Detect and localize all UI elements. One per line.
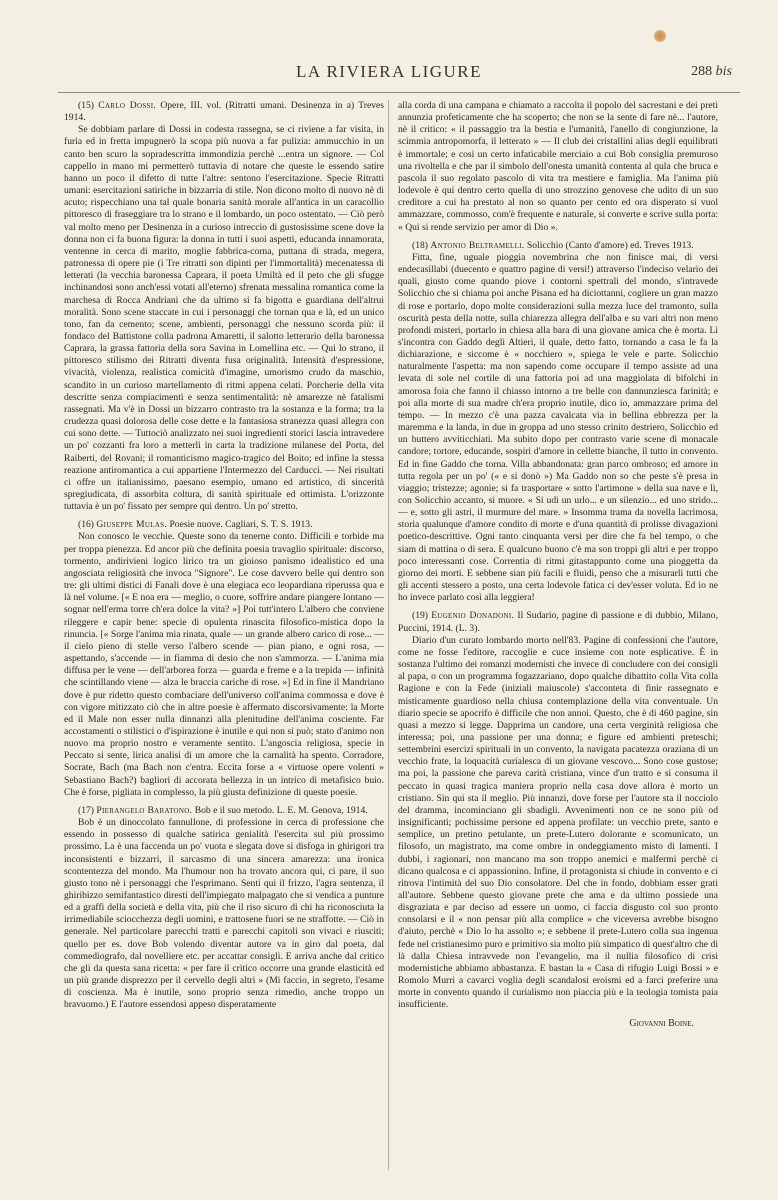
entry-heading bbox=[64, 519, 384, 531]
entry-heading bbox=[64, 805, 384, 817]
header-rule bbox=[58, 92, 740, 93]
entry-title: Opere, III. vol. (Ritratti umani. Desinenza in a) Treves 1914. bbox=[64, 100, 384, 124]
entry-body: Diario d'un curato lombardo morto nell'83. Pagine di confessioni che l'autore, come ne fosse l'editore, raccoglie e cuce insieme con note esplicative. È in sostanza l'ultimo dei romanzi modernisti che invece di concludere con dei consigli al papa, o con un programma fogazzariano, dopo qualche dibattito colla Vita colla Ragione e con la Fede (iniziali maiuscole) s'acconteta di finir rassegnato e misticamente guardioso nella chiusa contemplazione della vita conventuale. Un diario specie se apocrifo è difficile che non annoi. Questo, che è di 460 pagine, sin quasi a mezzo si legge. Dapprima un candore, una certa verginità religiosa che interessa; poi, una passione per una donna; e figure ed ambienti preteschi; settembrini esercizi spirituali in un convento, la navigata pacatezza oraziana di un vecchio frate, la loquacità curialesca di un giovane vescovo... Sono cose gustose; ma poi, la passione che pareva carità cristiana, vince d'un tratto e si consuma il peccato in quasi tragica maniera proprio nella casa dove allora è morto un cristiano. Sin qui sta il meglio. Più innanzi, dove forse per l'autore sta il nocciolo del dramma, incominciano gli sbadigli. Avvenimenti non ce ne sono più od insignificanti; pochissime persone ed appena profilate: un vecchio prete, santo e semplice, un pretino petulante, un prete-Lutero dolorante e scomunicato, un filosofo, un magistrato, ma come ombre in ondeggiamento misto di lamenti. I dubbi, i ragionari, non mancano ma son troppo anemici e malfermi perchè ci dicano qualcosa e ci appassionino. Infine, il protagonista si chiude in convento e ci ritrova l'intimità del suo Dio consolatore. Del che in fondo, dobbiam esser grati all'autore. Sebbene questo giovane prete che ama e da ultimo possiede una disgraziata e par deciso ad essere un uomo, ci faccia disgusto col suo pronto consolarsi e il « non pensar più alla complice » che viceversa avrebbe bisogno d'aiuto, perchè « Dio lo ha assolto »; e sebbene il prete-Lutero colla sua ingenua fede nel cristianesimo puro e primitivo sia molto più simpatico di quest'altro che di là dalla Chiesa intravvede non l'evangelio, ma il nullia filosofico di crisi modernistiche abbiamo abbastanza. E bastan la « Casa di rifugio Luigi Bossi » e Romolo Murri a cavarci voglia degli scandalosi eroismi ed a farci preferire una morte in convento quando il curialismo non piaccia più e la teologia tomista paia insufficiente. bbox=[398, 634, 718, 1011]
review-entry bbox=[398, 240, 718, 605]
review-entry bbox=[64, 100, 384, 513]
entry-number: (16) bbox=[78, 519, 94, 531]
column-divider bbox=[388, 100, 389, 1170]
entry-heading bbox=[64, 100, 384, 124]
entry-number: (19) bbox=[412, 610, 428, 622]
entry-number: (18) bbox=[412, 239, 428, 251]
entry-title: Solicchio (Canto d'amore) ed. Treves 1913. bbox=[526, 239, 694, 251]
entry-body: Se dobbiam parlare di Dossi in codesta rassegna, se ci riviene a far visita, in furia ed in fretta impugnerò la scopa più nuova a far pulizia: ammucchio in un canto ben scuro la sopradescritta immondizia perchè ...entra un signore. — Col cappello in mano mi permetterò tuttavia di notare che queste le essendo satire hanno un poco il difetto di tutte l'altre: sentono l'esercitazione. Specie Ritratti umani: esercitazioni satiriche in bizzarria di stile. Non dicono molto di nuovo nè di acuto; rispecchiano una tal quale bonaria sanità morale all'antica in un caracollio pittoresco di fraseggiare tra lo strano e il lombardo, un poco ostentato. — Ciò però val molto meno per Desinenza in a curioso intreccio di gustosissime scene dove la donna non ci fa buona figura: la donna in tutti i suoi aspetti, educanda innamorata, ventenne in cerca di marito, moglie fabbrica-corna, puttana di strada, megera, patronessa di opere pie (i Tre ritratti son dipinti per l'immortalità) mecenatessa di letterati (la vecchia baronessa Caprara, il poeta Umiltà ed il peto che gli sfugge inchinandosi sono anch'essi votati all'eterno) sfrenata messalina romantica come la marchesa di Rocca Andriani che da ultimo si fa bigotta e guardiana dell'altrui moralità. Sono scene staccate in cui i personaggi che tornan qua e là, ed un unico tono, fan da cemento; scene, ambienti, personaggi che nessuno scorda più: il fondaco del Battistone colla padrona Amaretti, il salotto letterario della baronessa Caprara, la grassa fattoria della sora Savina in Lomellina etc. — Qui lo strano, il pittoresco stilismo dei Ritratti diventa fusa originalità. Intensità d'espressione, vivacità, violenza, realistica comicità d'imagine, umorismo crudo da maschio, scandito in un curioso martellamento di ritmi appena celati. Porcherie della vita descritte senza compiacimenti e senza sentimentalità: nè amarezze nè fatalismi rassegnati. Ma v'è in Dossi un bizzarro contrasto tra la sostanza e la forma; tra la crudezza quasi dolorosa delle cose dette e la fantasiosa stranezza quasi allegra con cui sono dette. — Tuttociò analizzato nei suoi ingredienti storici lascia intravedere un po' cozzanti fra loro a metterli in carta la tradizione milanese del Porta, del Raiberti, del Rovani; il romanticismo magico-tragico del Boito; ed infine la stessa reazione antiromantica a cui appartiene l'Intermezzo del Carducci. — Nei risultati ci offre un italianissimo, paesano esempio, umano ed artistico, di sincerità spregiudicata, di assorbita coltura, di sanità spirituale ed ottimista. L'orizzonte tuttavia è un po' fissato per sempre qui dentro. Un po' stretto. bbox=[64, 124, 384, 513]
page-header bbox=[0, 62, 778, 86]
paper-stain bbox=[654, 30, 666, 42]
entry-body: alla corda di una campana e chiamato a raccolta il popolo del sacrestani e dei preti annunzia profeticamente che ha scoperto; che non se la sente di fare nè... l'autore, nè il critico: « il passaggio tra la bestia e l'umanità, l'anello di congiunzione, la scimmia antropomorfa, il letterato » — Il club dei cristallini alias degli equilibrati è immortale; e così un certo infaticabile merciaio a cui Bob consiglia premuroso una rivoltella e che par il simbolo dell'onesta umanità contenta al qula che bruca e pascola il suo regolato pascolo di vita tra mestiere e famiglia. Ma l'anima più lodevole è qui dentro certo quella di uno strozzino genovese che udito di un suo creditore a cui ha prestato al non so quanto per cento ed ora disperato si vuol ammazzare, commosso, com'è frequente e naturale, si converte e scrive sulla porta: « Qui si rende servizio per amor di Dio ». bbox=[398, 100, 718, 233]
entry-number: (17) bbox=[78, 804, 94, 816]
entry-author: Antonio Beltramelli. bbox=[430, 239, 525, 251]
running-title: LA RIVIERA LIGURE bbox=[295, 62, 483, 81]
entry-author: Giuseppe Mulas. bbox=[96, 519, 168, 531]
author-signature: Giovanni Boine. bbox=[629, 1017, 694, 1029]
page-number-suffix: bis bbox=[715, 64, 732, 79]
left-column bbox=[64, 100, 384, 1180]
entry-title: Poesie nuove. Cagliari, S. T. S. 1913. bbox=[169, 519, 313, 531]
entry-author: Pierangelo Baratono. bbox=[96, 804, 193, 816]
page-number-value: 288 bbox=[691, 64, 713, 79]
entry-body: Bob è un dinoccolato fannullone, di professione in cerca di professione che essendo in possesso di qualche satirica genialità l'esercita sul più prossimo prossimo. La è una faccenda un po' vuota e slegata dove si disfoga in ghirigori tra inconsistenti e bizzarri, il sarcasmo di una sincera amarezza: una ironica scontentezza del mondo. Ma l'humour non ha trovato ancora qui, ci pare, il suo giusto tono nè i personaggi che l'esprimano. Senti qui il frizzo, l'agra sentenza, il ghiribizzo semifantastico diresti dell'impiegato malpagato che si vendica a punture ed a graffi della società e della vita, più che il riso sicuro di chi ha riconosciuta la irrimediabile sciocchezza degli uomini, e trattosene fuori se ne straffotte. — Ciò in generale. Nel particolare parecchi tratti e parecchi capitoli son vivaci e riusciti; quello per es. dove Bob volendo diventar autore va in giro dal poeta, dal commediografo, dal novelliere etc. per accattar consigli. E arriva anche dal critico che gli da questa sana ricetta: « per fare il critico occorre una grande elasticità ed un più grande disprezzo per il cervello degli altri » (Mi faccio, in segreto, l'esame di coscienza. Ma è inutile, sono proprio senza rimedio, anche troppo un bravuomo.) E l'autore essendosi appeso disperatamente bbox=[64, 817, 384, 1011]
review-entry bbox=[64, 805, 384, 1012]
entry-author: Eugenio Donadoni. bbox=[431, 610, 515, 622]
entry-author: Carlo Dossi. bbox=[98, 100, 157, 111]
page-number bbox=[691, 64, 732, 80]
review-entry bbox=[398, 610, 718, 1011]
entry-body: Non conosco le vecchie. Queste sono da tenerne conto. Difficili e torbide ma per troppa pienezza. Ed ancor più che definita poesia travaglio spirituale: discorso, tormento, andirivieni logico lirico tra un gioioso panismo idealistico ed una angosciata religiosità che invoca "Signore". Le cose davvero belle qui dentro son tre: gli ultimi distici di Fanali dove è una elegiaca eco leopardiana riperussa qua e là nel volume. [« E noa era — meglio, o cuore, soffrire andare piangere lontano — sognar nell'erma torre ch'era dolce la vita? »] Poi tutt'intero L'albero che conviene rileggere e capir bene: specie di opulenta rinascita filosofico-mistica dopo la rinuncia. [« Sorge l'anima mia rinata, quale — un grande albero carico di rose... — il cielo pieno di stelle verso l'albero scende — pian piano, e ogni rosa, — aspettando, s'accende — in fiamma di desio che non s'ammorza. — L'anima mia diffusa per le vene — dell'arborea forza — guarda e freme e a la trepida — infinità che scintillando viene — alza le braccia cariche di rose. »] Ed in fine il Mandriano dove è pur ridetto questo combaciare dell'universo coll'anima commossa e dove è con vigore mitizzato ciò che in altre poesie è affermato discorsivamente: la Morte ed il Male non esser nulla dinnanzi alla plenitudine dell'anima cosciente. Far accostamenti o stilistici o d'ispirazione è inutile e qui non si può; stato d'animo non nuovo ma proprio nostro e veramente sentito. L'angoscia religiosa, specie in Peccato si sente, lirica analisi di un amore che la carnalità ha spento. Corradore, Socrate, Bach (ma Bach non c'entra. Eccita forse a « virtuose opere volenti » Sebastiano Bach?) bagliori di accorata bellezza in un intrico di metafisico buio. Che è forse, pigliata in complesso, la più giusta definizione di queste poesie. bbox=[64, 531, 384, 798]
right-column bbox=[398, 100, 718, 1180]
entry-heading bbox=[398, 610, 718, 634]
entry-title: Il Sudario, pagine di passione e di dubbio, Milano, Puccini, 1914. (L. 3). bbox=[398, 610, 718, 634]
review-entry-continued bbox=[398, 100, 718, 234]
entry-body: Fitta, fine, uguale pioggia novembrina che non finisce mai, di versi endecasillabi (duecento e quattro pagine di versi!) attraverso l'indeciso velario dei quali, giusto come quando piove i contorni spettrali del mondo, s'intravede Solicchio che si chiama poi anche Pisana ed ha diciottanni, cogliere un gran mazzo di rose e portarlo, dopo molte considerazioni sulla mezza luce del tramonto, sulla oscurità pesta della notte, sulla chiarezza allegra dell'alba e su vari altri non meno profondi misteri, portarlo in chiesa alla bara di una giovane amica che è morta. Lì s'incontra con Gaddo degli Altieri, il quale, detto fatto, tornando a casa le fa la dichiarazione, e siccome è « nocchiero », spiega le vele e parte. Solicchio naturalmente l'aspetta: ma non sapendo come occupare il tempo assiste ad una levata di sole nel cortile di una fattoria poi ad una maggiolata di bifolchi in amorosa foia che fanno il chiasso intorno a tre belle con dannunziesca farinità; e poi alla morte di sua madre ch'era proprio inutile, dico io, ammazzare prima del tempo. — In mezzo c'è una pazza cavalcata via in bellina ebbrezza per la maremma e la landa, in due in groppa ad uno stesso crinito destriero, Solicchio ed un buttero avviticchiati. Ma subito dopo per contrasto varie scene di monacale candore; tortore, educande, sospiri d'amore in cellette bianche, il tutto in convento. Ed in fine Gaddo che torna. Villa abbandonata: gran parco ombroso; ed amore in tutta regola per un po' (« e si donò ») Ma Gaddo non so che peste s'è presa in viaggio; tristezze; agonie; si fa trasportare « sotto l'artimone » della sua nave e lì, con Solicchio accanto, si muore. « Si udì un urlo... e un silenzio... ed uno strido... — e, sotto gli astri, il murmure del mare. » Insomma trama da novella lacrimosa, storia qualunque d'amore condito di morte e d'una quantità di prolisse divagazioni poetico-descrittive. Ogni tanto cinquanta versi per dire che fa bel tempo, o che siam di mattina o di sera. E qualcuno buono c'è ma son troppi gli altri e per troppo poco interessanti cose. Correntia di ritmi gitastappunto come una pioggetta da giorno dei morti. E sebbene sian più facili e fluidi, penso che a misurarli tutti che gli accenti stessero a posto, una certa lodevole fatica ci dev'esser voluta. Ed io ne ho invece parlato così alla leggiera! bbox=[398, 251, 718, 604]
entry-title: Bob e il suo metodo. L. E. M. Genova, 1914. bbox=[194, 804, 368, 816]
review-entry bbox=[64, 519, 384, 799]
entry-number: (15) bbox=[78, 100, 94, 111]
entry-heading bbox=[398, 240, 718, 252]
